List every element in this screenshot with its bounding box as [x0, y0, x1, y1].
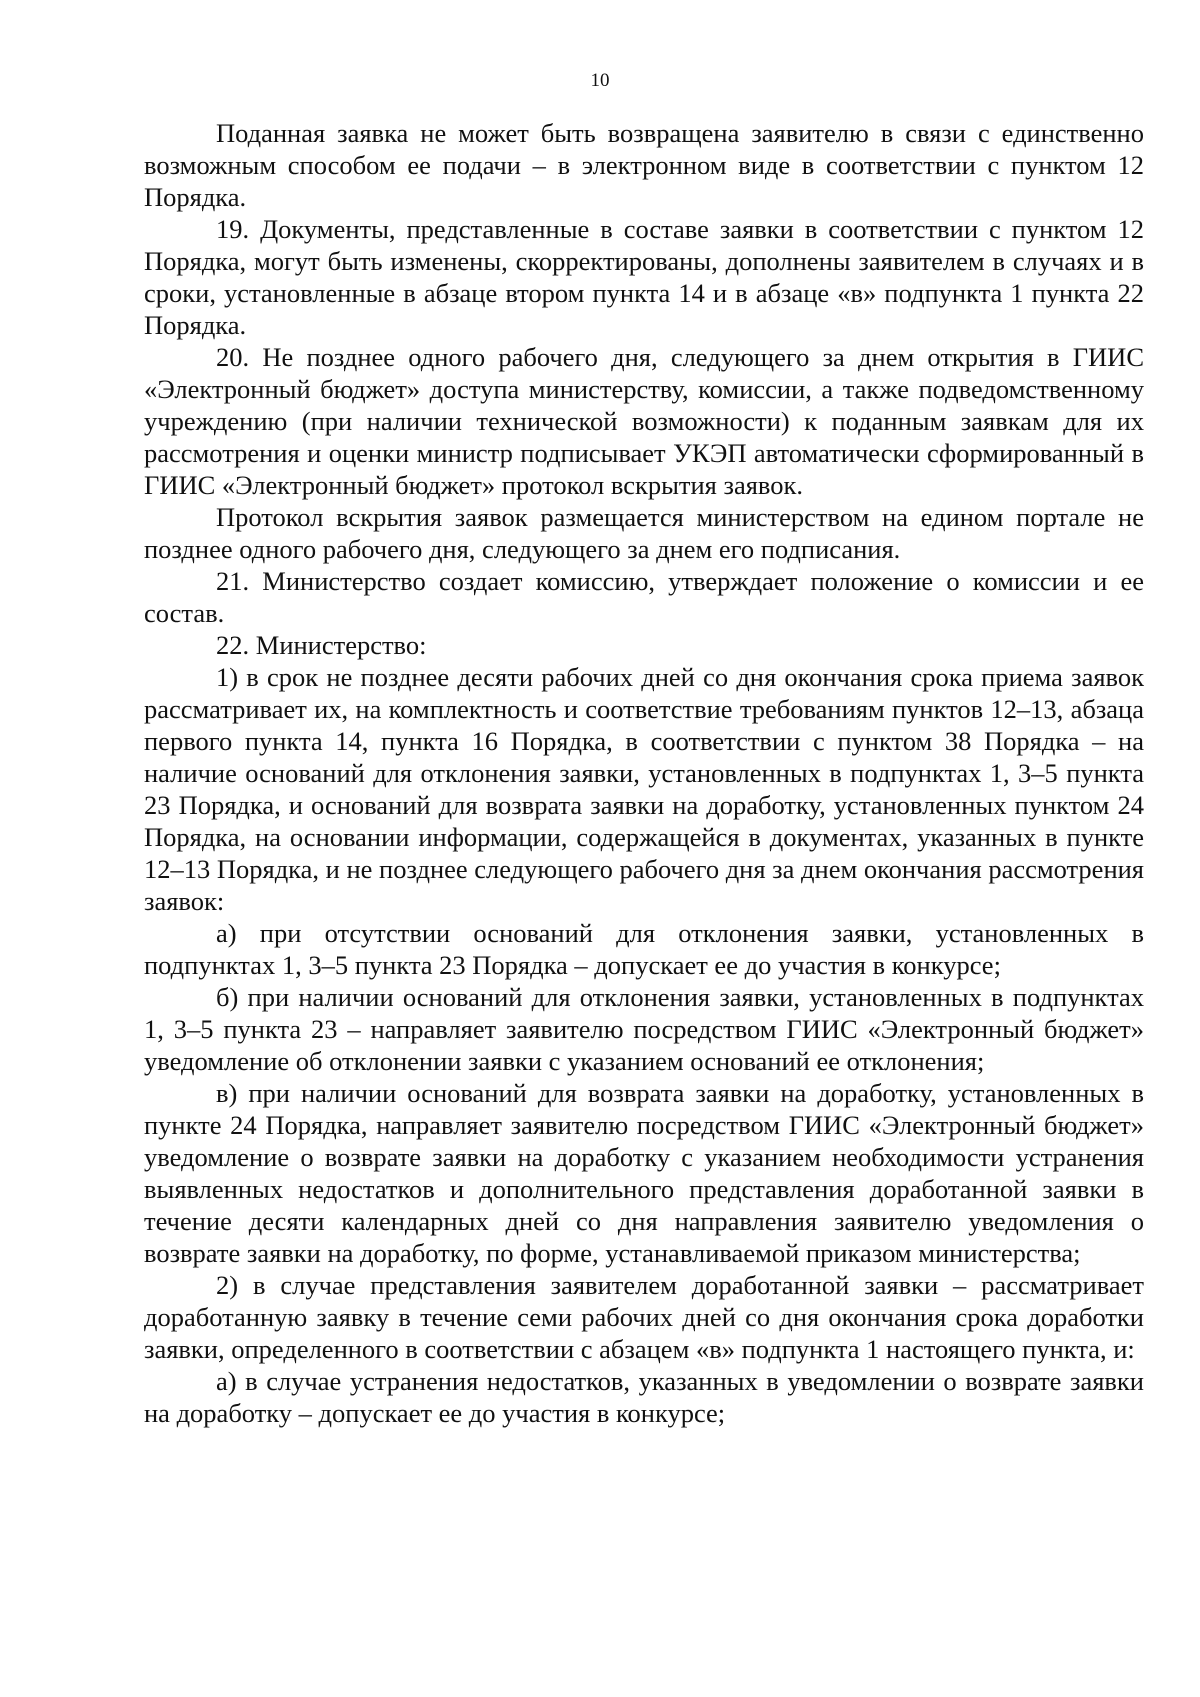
paragraph-item-21: 21. Министерство создает комиссию, утверждает положение о комиссии и ее состав. — [144, 566, 1144, 628]
paragraph-opening-protocol: Протокол вскрытия заявок размещается министерством на едином портале не позднее одного рабочего дня, следующего за днем его подписания. — [144, 502, 1144, 564]
document-body — [144, 117, 1144, 1429]
paragraph-item-19: 19. Документы, представленные в составе заявки в соответствии с пунктом 12 Порядка, могут быть изменены, скорректированы, дополнены заявителем в случаях и в сроки, установленные в абзаце втором пункта 14 и в абзаце «в» подпункта 1 пункта 22 Порядка. — [144, 214, 1144, 340]
paragraph-item-22: 22. Министерство: — [216, 630, 427, 660]
paragraph-subitem-2a: а) в случае устранения недостатков, указанных в уведомлении о возврате заявки на доработку – допускает ее до участия в конкурсе; — [144, 1366, 1144, 1428]
paragraph-subitem-2: 2) в случае представления заявителем доработанной заявки – рассматривает доработанную заявку в течение семи рабочих дней со дня окончания срока доработки заявки, определенного в соответствии с абзацем «в» подпункта 1 настоящего пункта, и: — [144, 1270, 1144, 1364]
paragraph-application-not-returned: Поданная заявка не может быть возвращена заявителю в связи с единственно возможным способом ее подачи – в электронном виде в соответствии с пунктом 12 Порядка. — [144, 118, 1144, 212]
paragraph-subitem-1: 1) в срок не позднее десяти рабочих дней со дня окончания срока приема заявок рассматривает их, на комплектность и соответствие требованиям пунктов 12–13, абзаца первого пункта 14, пункта 16 Порядка, в соответствии с пунктом 38 Порядка – на наличие оснований для отклонения заявки, установленных в подпунктах 1, 3–5 пункта 23 Порядка, и оснований для возврата заявки на доработку, установленных пунктом 24 Порядка, на основании информации, содержащейся в документах, указанных в пункте 12–13 Порядка, и не позднее следующего рабочего дня за днем окончания рассмотрения заявок: — [144, 662, 1144, 916]
paragraph-subitem-1a: а) при отсутствии оснований для отклонения заявки, установленных в подпунктах 1, 3–5 пункта 23 Порядка – допускает ее до участия в конкурсе; — [144, 918, 1144, 980]
paragraph-subitem-1b: б) при наличии оснований для отклонения заявки, установленных в подпунктах 1, 3–5 пункта 23 – направляет заявителю посредством ГИИС «Электронный бюджет» уведомление об отклонении заявки с указанием оснований ее отклонения; — [144, 982, 1144, 1076]
page-number: 10 — [590, 70, 610, 91]
paragraph-item-20: 20. Не позднее одного рабочего дня, следующего за днем открытия в ГИИС «Электронный бюджет» доступа министерству, комиссии, а также подведомственному учреждению (при наличии технической возможности) к поданным заявкам для их рассмотрения и оценки министр подписывает УКЭП автоматически сформированный в ГИИС «Электронный бюджет» протокол вскрытия заявок. — [144, 342, 1144, 500]
paragraph-subitem-1v: в) при наличии оснований для возврата заявки на доработку, установленных в пункте 24 Порядка, направляет заявителю посредством ГИИС «Электронный бюджет» уведомление о возврате заявки на доработку с указанием необходимости устранения выявленных недостатков и дополнительного представления доработанной заявки в течение десяти календарных дней со дня направления заявителю уведомления о возврате заявки на доработку, по форме, устанавливаемой приказом министерства; — [144, 1078, 1144, 1268]
